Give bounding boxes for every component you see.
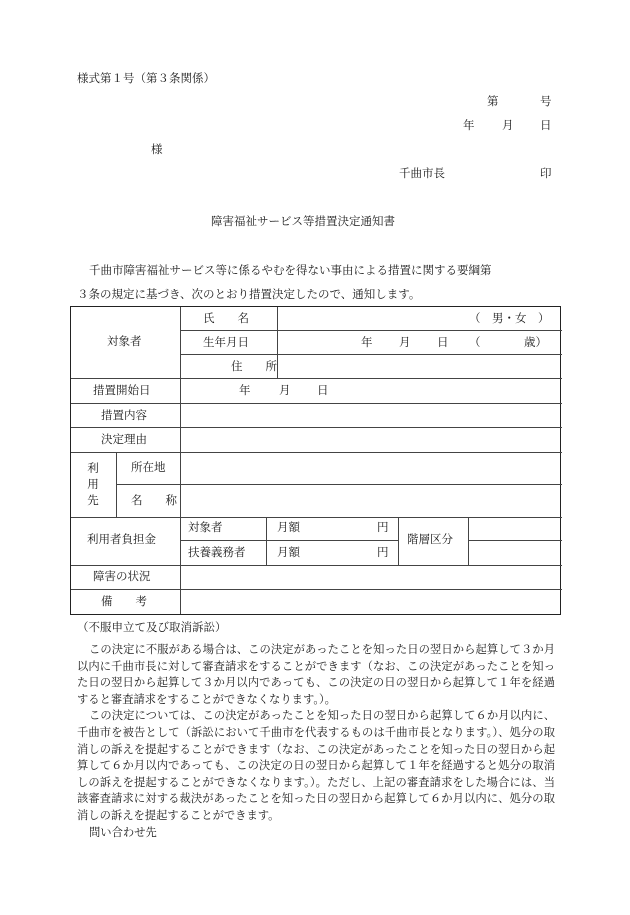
start-month: 月: [279, 383, 291, 397]
date-month: 月: [502, 118, 514, 132]
table-rule: [180, 307, 181, 614]
yen-label-1: 円: [377, 520, 389, 534]
table-rule: [277, 307, 278, 378]
intro-line-1: 千曲市障害福祉サービス等に係るやむを得ない事由による措置に関する要綱第: [89, 263, 492, 277]
contact-label: 問い合わせ先: [89, 825, 157, 839]
name-label: 氏 名: [203, 311, 249, 325]
start-date-label: 措置開始日: [93, 383, 151, 397]
table-rule: [180, 330, 562, 331]
decision-table: [70, 306, 561, 615]
date-day: 日: [540, 118, 552, 132]
subject-label: 対象者: [107, 334, 142, 348]
age-close: 歳）: [524, 335, 547, 349]
appeal-heading: （不服申立て及び取消訴訟）: [77, 620, 227, 634]
document-title: 障害福祉サービス等措置決定通知書: [211, 214, 395, 228]
appeal-notes: [77, 642, 555, 841]
table-rule: [468, 517, 469, 565]
start-year: 年: [239, 383, 251, 397]
table-rule: [71, 517, 562, 518]
age-open: （: [469, 335, 481, 349]
table-rule: [116, 452, 117, 517]
yen-label-2: 円: [377, 545, 389, 559]
form-number: 様式第１号（第３条関係）: [77, 71, 215, 85]
location-label: 所在地: [131, 460, 166, 474]
appeal-paragraph-1: この決定に不服がある場合は、この決定があったことを知った日の翌日から起算して３か月以内に千曲市長に対して審査請求をすることができます（なお、この決定があったことを知った日の翌日から起算して３か月以内であっても、この決定の日の翌日から起算して１年を経過すると審査請求をすることができなくなります。）。: [77, 643, 555, 706]
reason-label: 決定理由: [101, 432, 147, 446]
table-rule: [266, 517, 267, 565]
tier-label: 階層区分: [407, 532, 453, 546]
monthly-label-2: 月額: [277, 545, 300, 559]
table-rule: [71, 427, 562, 428]
remarks-label: 備 考: [101, 594, 147, 608]
table-rule: [180, 354, 562, 355]
table-rule: [71, 565, 562, 566]
seal-mark: 印: [540, 166, 552, 180]
birth-year: 年: [361, 335, 373, 349]
supporter-label: 扶養義務者: [188, 545, 246, 559]
address-label: 住 所: [231, 359, 277, 373]
birth-day: 日: [437, 335, 449, 349]
facility-name-label: 名 称: [131, 493, 177, 507]
table-rule: [116, 484, 562, 485]
number-prefix: 第: [487, 94, 499, 108]
addressee-honorific: 様: [151, 142, 163, 156]
intro-line-2: ３条の規定に基づき、次のとおり措置決定したので、通知します。: [77, 287, 421, 301]
burden-label: 利用者負担金: [87, 532, 156, 546]
birthdate-label: 生年月日: [203, 335, 249, 349]
burden-subject-label: 対象者: [188, 520, 223, 534]
table-rule: [71, 589, 562, 590]
disability-label: 障害の状況: [93, 569, 151, 583]
facility-label: 利用先: [87, 461, 99, 507]
issuer: 千曲市長: [399, 166, 445, 180]
table-rule: [71, 403, 562, 404]
date-year: 年: [463, 118, 475, 132]
gender-field: （ 男・女 ）: [469, 311, 550, 325]
table-rule: [180, 540, 398, 541]
appeal-paragraph-2: この決定については、この決定があったことを知った日の翌日から起算して６か月以内に、千曲市を被告として（訴訟において千曲市を代表するものは千曲市長となります。）、処分の取消しの訴えを提起することができます（なお、この決定があったことを知った日の翌日から起算して６か月以内であっても、この決定の日の翌日から起算して１年を経過すると処分の取消しの訴えを提起することができなくなります。）。ただし、上記の審査請求をした場合には、当該審査請求に対する裁決があったことを知った日の翌日から起算して６か月以内に、処分の取消しの訴えを提起することができます。: [77, 709, 555, 822]
start-day: 日: [317, 383, 329, 397]
table-rule: [468, 540, 562, 541]
number-suffix: 号: [540, 94, 552, 108]
table-rule: [71, 378, 562, 379]
birth-month: 月: [399, 335, 411, 349]
monthly-label-1: 月額: [277, 520, 300, 534]
table-rule: [71, 452, 562, 453]
table-rule: [398, 517, 399, 565]
content-label: 措置内容: [101, 408, 147, 422]
